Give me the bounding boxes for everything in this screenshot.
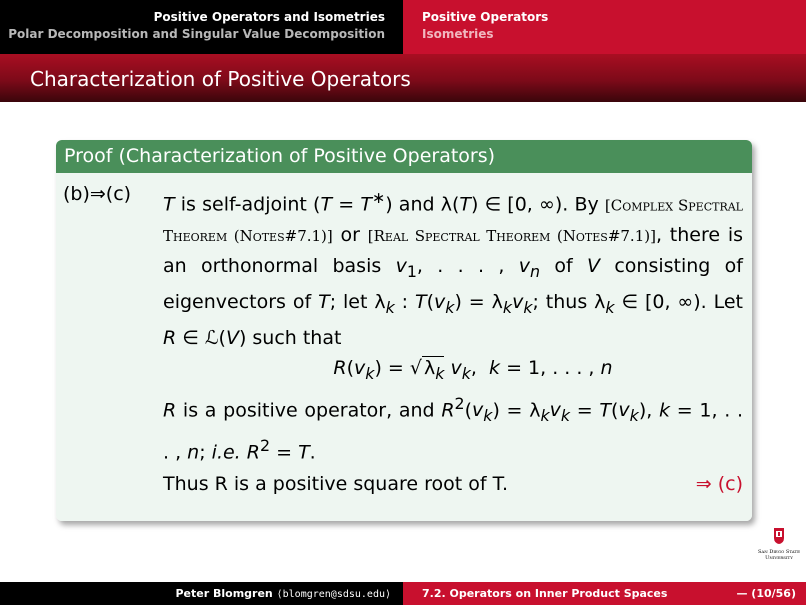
proof-conclusion-line xyxy=(163,469,743,499)
nav-subsection-isometries[interactable]: Isometries xyxy=(422,27,494,41)
top-navigation xyxy=(0,0,806,54)
proof-text xyxy=(163,183,743,499)
subsection-navigation xyxy=(403,0,806,54)
section-navigation xyxy=(0,0,403,54)
proof-step-label: (b)⇒(c) xyxy=(63,183,132,205)
real-spectral-theorem-reference[interactable]: [Real Spectral Theorem (Notes#7.1)] xyxy=(367,227,656,246)
proof-paragraph-spectral: T is self-adjoint (T = T∗) and λ(T) ∈ [0, ∞). By [Complex Spectral Theorem (Notes#7.1)] or [Real Spectral Theorem (Notes#7.1)], there is an orthonormal basis $v_1$, . . . , $v_n$ of V consisting of eigenvectors of T; let $\lambda_k$ : $T(v_k) = \lambda_kv_k$; thus $\lambda_k$ ∈ [0, ∞). Let R ∈ ℒ(V) such that xyxy=(163,188,744,349)
nav-section-polar-decomposition[interactable]: Polar Decomposition and Singular Value Decomposition xyxy=(8,27,385,41)
footer xyxy=(0,582,806,605)
footer-section-title: 7.2. Operators on Inner Product Spaces xyxy=(422,587,668,600)
sdsu-logo xyxy=(752,527,806,567)
proof-paragraph-positive: R is a positive operator, and $R^2(v_k) = \lambda_kv_k = T(v_k)$, k = 1, . . . , n; i.e. $R^2 = T$. xyxy=(163,393,743,464)
complex-spectral-theorem-reference[interactable]: [Complex Spectral Theorem (Notes#7.1)] xyxy=(163,196,743,246)
or-word: or xyxy=(340,224,360,247)
qed-implication: ⇒ (c) xyxy=(695,473,743,496)
footer-author: Peter Blomgren xyxy=(175,587,273,600)
equation-square-root: $R(v_k)$ = √ $\lambda_k$ $v_k$, k = 1, . . . , n xyxy=(333,356,613,383)
frame-title: Characterization of Positive Operators xyxy=(30,67,411,91)
footer-section-info xyxy=(403,582,806,605)
frame-title-bar xyxy=(0,54,806,102)
footer-author-section xyxy=(0,582,403,605)
footer-email: ⟨blomgren@sdsu.edu⟩ xyxy=(276,589,391,600)
proof-block-title: Proof (Characterization of Positive Operators) xyxy=(56,140,752,173)
logo-text-line1: San Diego State xyxy=(757,549,801,555)
proof-block xyxy=(56,140,752,521)
nav-section-positive-operators-isometries[interactable]: Positive Operators and Isometries xyxy=(153,10,385,24)
proof-conclusion: Thus R is a positive square root of T. xyxy=(163,473,508,496)
nav-subsection-positive-operators[interactable]: Positive Operators xyxy=(422,10,549,24)
proof-block-body xyxy=(56,173,752,521)
footer-page-number: — (10/56) xyxy=(736,587,796,600)
university-shield-icon xyxy=(772,527,786,545)
logo-text-line2: University xyxy=(765,555,793,561)
